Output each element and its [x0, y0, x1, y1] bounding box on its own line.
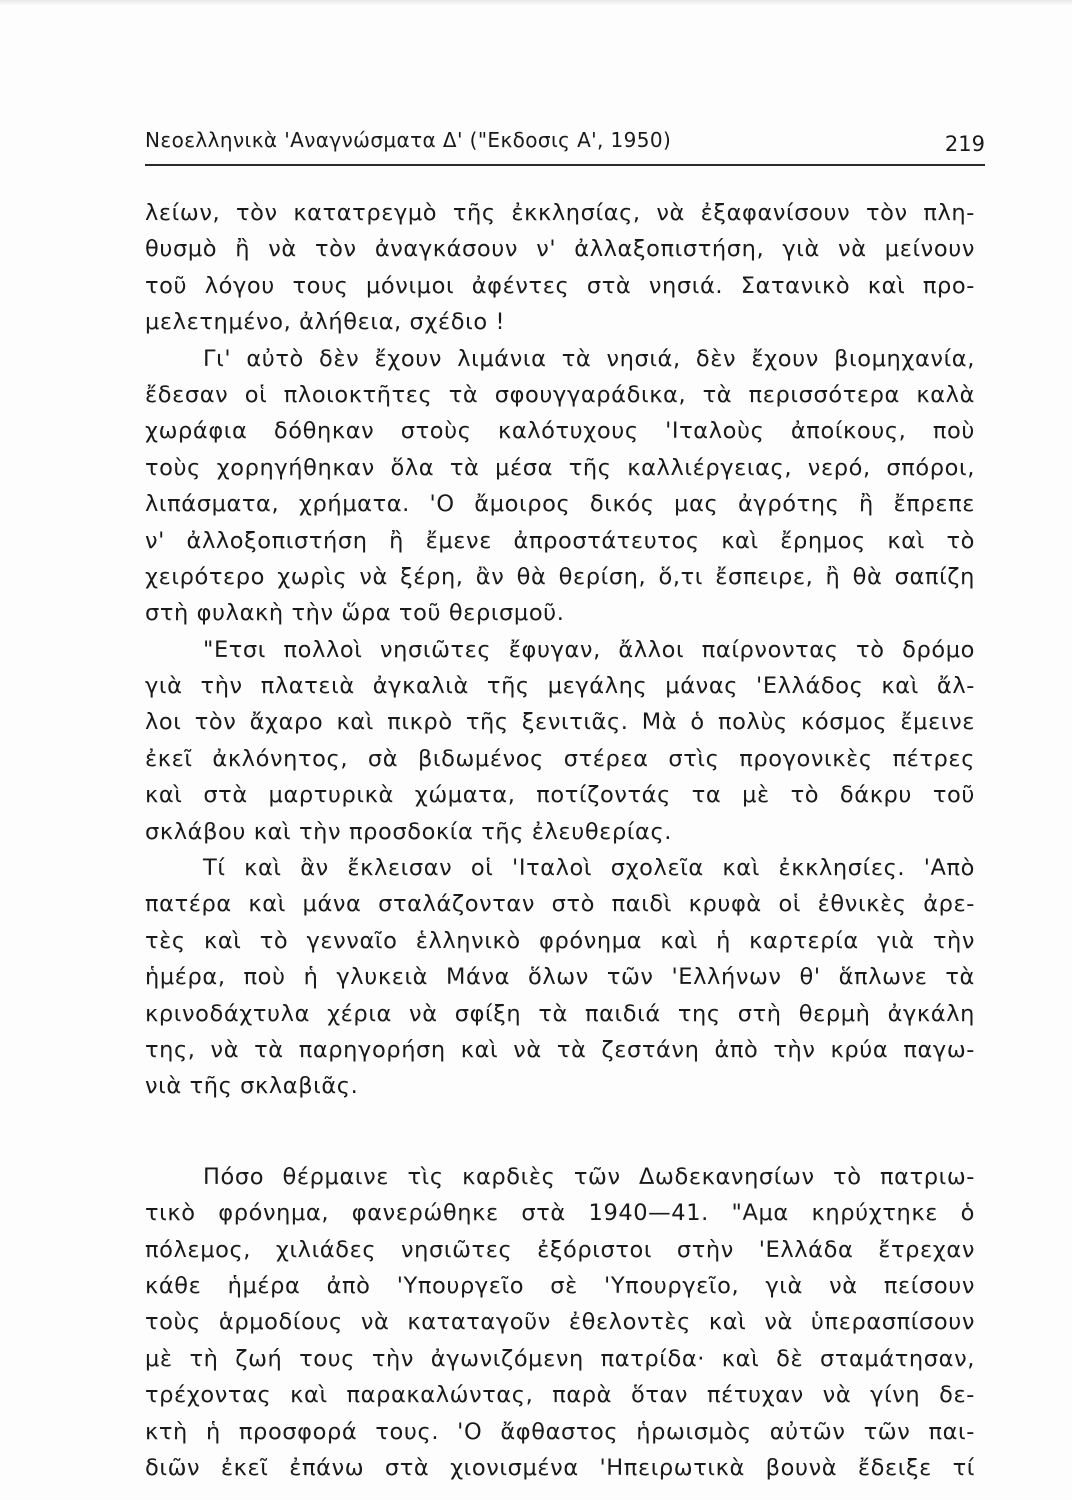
page-header [145, 128, 985, 162]
body-text [145, 195, 975, 1486]
text-line: τικὸ φρόνημα, φανερώθηκε στὰ 1940—41. "Αμα κηρύχτηκε ὁ [145, 1200, 975, 1227]
text-line: τοὺς χορηγήθηκαν ὅλα τὰ μέσα τῆς καλλιέργειας, νερό, σπόροι, [145, 454, 975, 481]
text-line: σκλάβου καὶ τὴν προσδοκία τῆς ἐλευθερίας. [145, 818, 673, 845]
text-line: Γι' αὐτὸ δὲν ἔχουν λιμάνια τὰ νησιά, δὲν ἔχουν βιομηχανία, [203, 345, 975, 372]
text-line: πατέρα καὶ μάνα σταλάζονταν στὸ παιδὶ κρυφὰ οἱ ἐθνικὲς ἀρε- [145, 891, 975, 918]
text-line: διῶν ἐκεῖ ἐπάνω στὰ χιονισμένα 'Ηπειρωτικὰ βουνὰ ἔδειξε τί [145, 1454, 975, 1481]
paragraph [145, 195, 975, 341]
text-line: χειρότερο χωρὶς νὰ ξέρη, ἂν θὰ θερίση, ὅ,τι ἔσπειρε, ἢ θὰ σαπίζη [145, 563, 975, 590]
text-line: Πόσο θέρμαινε τὶς καρδιὲς τῶν Δωδεκανησίων τὸ πατριω- [203, 1163, 975, 1190]
text-line: κρινοδάχτυλα χέρια νὰ σφίξη τὰ παιδιά της στὴ θερμὴ ἀγκάλη [145, 1000, 975, 1027]
text-line: τοῦ λόγου τους μόνιμοι ἀφέντες στὰ νησιά. Σατανικὸ καὶ προ- [145, 272, 975, 299]
text-line: "Ετσι πολλοὶ νησιῶτες ἔφυγαν, ἄλλοι παίρνοντας τὸ δρόμο [203, 636, 975, 663]
text-line: λοι τὸν ἄχαρο καὶ πικρὸ τῆς ξενιτιᾶς. Μὰ ὁ πολὺς κόσμος ἔμεινε [145, 709, 975, 736]
text-line: της, νὰ τὰ παρηγορήση καὶ νὰ τὰ ζεστάνη ἀπὸ τὴν κρύα παγω- [145, 1036, 975, 1063]
section-gap [145, 1105, 975, 1159]
text-line: λιπάσματα, χρήματα. 'Ο ἄμοιρος δικός μας ἀγρότης ἢ ἔπρεπε [145, 491, 975, 518]
paragraph [145, 632, 975, 850]
text-line: τρέχοντας καὶ παρακαλώντας, παρὰ ὅταν πέτυχαν νὰ γίνη δε- [145, 1382, 975, 1409]
text-line: τὲς καὶ τὸ γενναῖο ἑλληνικὸ φρόνημα καὶ ἡ καρτερία γιὰ τὴν [145, 927, 975, 954]
text-line: ν' ἀλλοξοπιστήση ἢ ἔμενε ἀπροστάτευτος καὶ ἔρημος καὶ τὸ [145, 527, 975, 554]
paragraph [145, 850, 975, 1105]
text-line: λείων, τὸν κατατρεγμὸ τῆς ἐκκλησίας, νὰ ἐξαφανίσουν τὸν πλη- [145, 200, 975, 226]
text-line: τοὺς ἁρμοδίους νὰ καταταγοῦν ἐθελοντὲς καὶ νὰ ὑπερασπίσουν [145, 1309, 975, 1336]
text-line: καὶ στὰ μαρτυρικὰ χώματα, ποτίζοντάς τα μὲ τὸ δάκρυ τοῦ [145, 782, 975, 809]
text-line: θυσμὸ ἢ νὰ τὸν ἀναγκάσουν ν' ἀλλαξοπιστήση, γιὰ νὰ μείνουν [145, 236, 975, 263]
text-line: μὲ τὴ ζωή τους τὴν ἀγωνιζόμενη πατρίδα· καὶ δὲ σταμάτησαν, [145, 1345, 975, 1372]
text-line: ἐκεῖ ἀκλόνητος, σὰ βιδωμένος στέρεα στὶς προγονικὲς πέτρες [145, 745, 975, 772]
scan-top-edge [0, 0, 1072, 6]
text-line: ἔδεσαν οἱ πλοιοκτῆτες τὰ σφουγγαράδικα, τὰ περισσότερα καλὰ [145, 381, 975, 408]
text-line: πόλεμος, χιλιάδες νησιῶτες ἐξόριστοι στὴν 'Ελλάδα ἔτρεχαν [145, 1236, 975, 1263]
header-rule [145, 164, 985, 166]
text-line: κάθε ἡμέρα ἀπὸ 'Υπουργεῖο σὲ 'Υπουργεῖο, γιὰ νὰ πείσουν [145, 1272, 975, 1299]
text-line: μελετημένο, ἀλήθεια, σχέδιο ! [145, 309, 506, 336]
paragraph [145, 1159, 975, 1487]
text-line: κτὴ ἡ προσφορά τους. 'Ο ἄφθαστος ἡρωισμὸς αὐτῶν τῶν παι- [145, 1418, 975, 1445]
text-line: χωράφια δόθηκαν στοὺς καλότυχους 'Ιταλοὺς ἀποίκους, ποὺ [145, 418, 975, 445]
text-line: νιὰ τῆς σκλαβιᾶς. [145, 1073, 359, 1100]
text-line: ἡμέρα, ποὺ ἡ γλυκειὰ Μάνα ὅλων τῶν 'Ελλήνων θ' ἅπλωνε τὰ [145, 964, 975, 991]
running-title: Νεοελληνικὰ 'Αναγνώσματα Δ' ("Εκδοσις Α', 1950) [145, 128, 672, 152]
text-line: στὴ φυλακὴ τὴν ὥρα τοῦ θερισμοῦ. [145, 600, 565, 627]
paragraph [145, 341, 975, 632]
text-line: Τί καὶ ἂν ἔκλεισαν οἱ 'Ιταλοὶ σχολεῖα καὶ ἐκκλησίες. 'Απὸ [203, 855, 975, 882]
page-number: 219 [944, 132, 985, 156]
text-line: γιὰ τὴν πλατειὰ ἀγκαλιὰ τῆς μεγάλης μάνας 'Ελλάδος καὶ ἄλ- [145, 673, 975, 700]
